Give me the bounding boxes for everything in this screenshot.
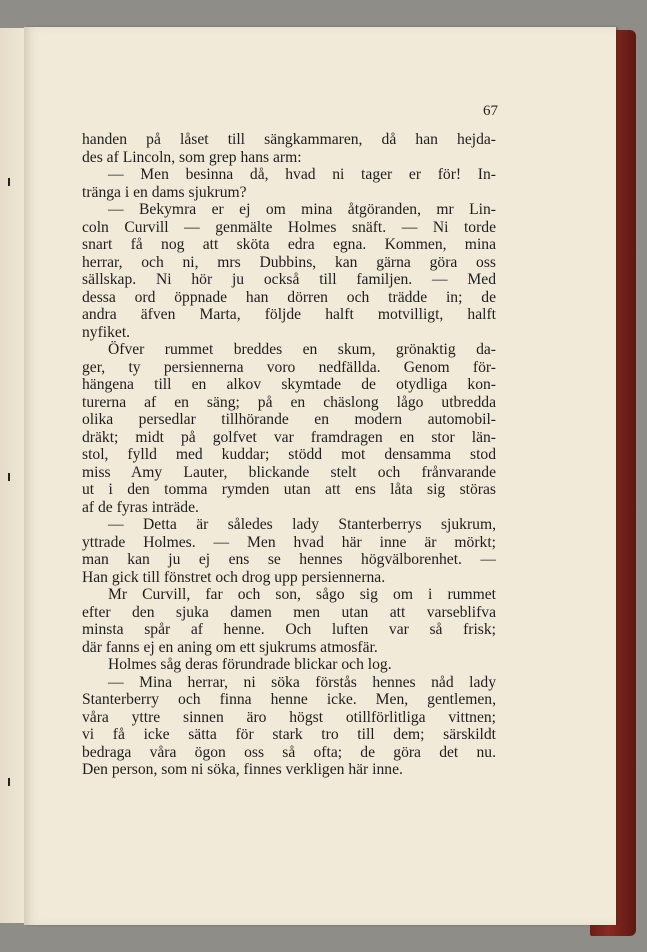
text-line: coln Curvill — genmälte Holmes snäft. — Ni torde xyxy=(82,218,496,236)
text-line: bedraga våra ögon oss så ofta; de göra det nu. xyxy=(82,743,496,761)
text-line: olika persedlar tillhörande en modern automobil- xyxy=(82,411,496,428)
text-line: — Men besinna då, hvad ni tager er för! In- xyxy=(108,166,496,183)
text-line: — Mina herrar, ni söka förstås hennes nåd lady xyxy=(108,673,496,691)
text-line: dräkt; midt på golfvet var framdragen en stor län- xyxy=(82,428,496,446)
text-line: — Detta är således lady Stanterberrys sjukrum, xyxy=(108,516,496,533)
text-line: där fanns ej en aning om ett sjukrums atmosfär. xyxy=(82,638,378,656)
text-line: Stanterberry och finna henne icke. Men, gentlemen, xyxy=(82,691,496,708)
text-line: Mr Curvill, far och son, sågo sig om i rummet xyxy=(108,586,496,603)
text-line: nyfiket. xyxy=(82,323,131,341)
margin-mark xyxy=(8,473,10,481)
text-line: tränga i en dams sjukrum? xyxy=(82,183,247,201)
text-line: dessa ord öppnade han dörren och trädde in; de xyxy=(82,288,496,306)
text-line: vi få icke sätta för stark tro till dem; särskildt xyxy=(82,726,496,743)
text-line: minsta spår af henne. Och luften var så frisk; xyxy=(82,621,496,638)
text-line: snart få nog att sköta edra egna. Kommen, mina xyxy=(82,236,496,253)
margin-mark xyxy=(8,778,10,786)
text-line: herrar, och ni, mrs Dubbins, kan gärna göra oss xyxy=(82,253,496,271)
text-line: Holmes såg deras förundrade blickar och log. xyxy=(108,656,392,673)
margin-mark xyxy=(8,178,10,186)
left-page-edge xyxy=(0,28,27,923)
text-line: Öfver rummet breddes en skum, grönaktig da- xyxy=(108,341,496,358)
text-line: af de fyras inträde. xyxy=(82,498,199,516)
text-line: ut i den tomma rymden utan att ens låta sig störas xyxy=(82,481,496,498)
text-line: handen på låset till sängkammaren, då han hejda- xyxy=(82,131,496,148)
text-line: turerna af en säng; på en chäslong lågo utbredda xyxy=(82,393,496,411)
text-line: sällskap. Ni hör ju också till familjen. — Med xyxy=(82,271,496,288)
text-line: stol, fylld med kuddar; stödd mot densamma stod xyxy=(82,446,496,463)
text-line: ger, ty persiennerna voro nedfällda. Genom för- xyxy=(82,358,496,376)
text-line: man kan ju ej ens se hennes högvälborenhet. — xyxy=(82,551,496,568)
text-line: andra äfven Marta, följde halft motvilligt, halft xyxy=(82,306,496,323)
text-line: Han gick till fönstret och drog upp persiennerna. xyxy=(82,568,386,586)
text-line: våra yttre sinnen äro högst otillförlitliga vittnen; xyxy=(82,708,496,726)
text-line: — Bekymra er ej om mina åtgöranden, mr Lin- xyxy=(108,201,496,218)
text-line: des af Lincoln, som grep hans arm: xyxy=(82,148,302,166)
text-line: efter den sjuka damen men utan att varseblifva xyxy=(82,603,496,621)
body-text xyxy=(82,131,496,779)
text-line: hängena till en alkov skymtade de otydliga kon- xyxy=(82,376,496,393)
page-number: 67 xyxy=(483,103,498,119)
text-line: Den person, som ni söka, finnes verkligen här inne. xyxy=(82,761,403,778)
text-line: miss Amy Lauter, blickande stelt och frånvarande xyxy=(82,463,496,481)
text-line: yttrade Holmes. — Men hvad här inne är mörkt; xyxy=(82,533,496,551)
